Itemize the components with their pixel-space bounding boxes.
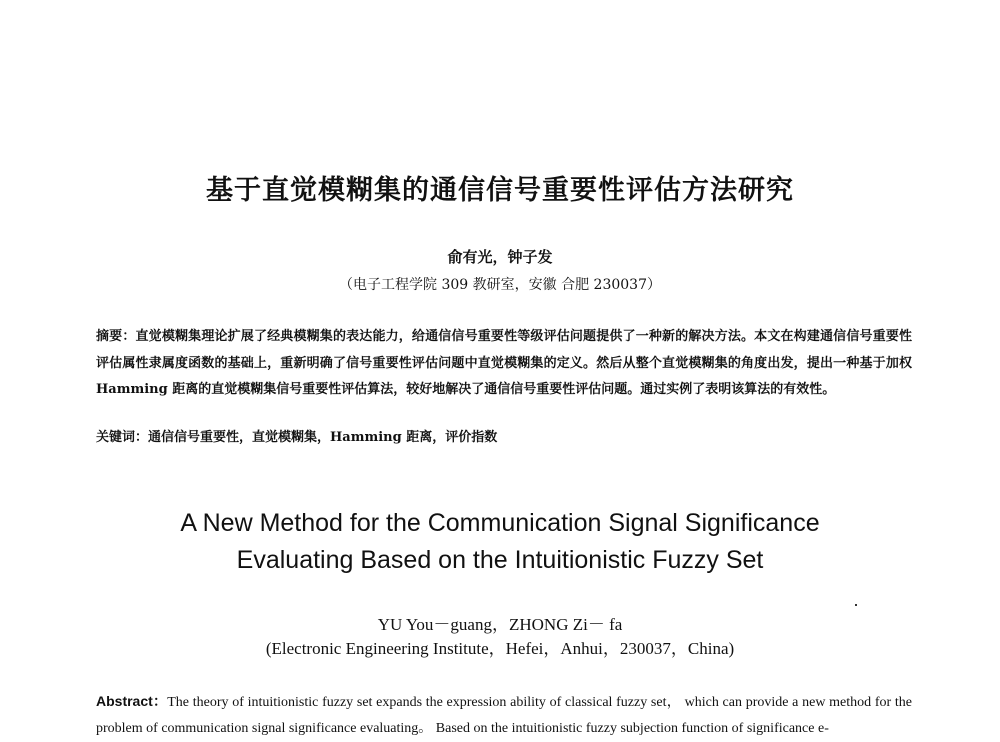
chinese-title: 基于直觉模糊集的通信信号重要性评估方法研究 [206,175,794,206]
chinese-affiliation: （电子工程学院 309 教研室，安徽 合肥 230037） [339,277,661,293]
chinese-abstract-text: 直觉模糊集理论扩展了经典模糊集的表达能力，给通信信号重要性等级评估问题提供了一种新的解决方法。本文在构建通信信号重要性评估属性隶属度函数的基础上，重新明确了信号重要性评估问题中直觉模糊集的定义。然后从整个直觉模糊集的角度出发，提出一种基于加权 Hamming 距离的直觉模糊集信号重要性评估算法，较好地解决了通信信号重要性评估问题。通过实例了表明该算法的有效性。 [96,329,912,397]
english-abstract-text: The theory of intuitionistic fuzzy set expands the expression ability of classical fuzzy set， which can provide a new method for the problem of communication signal significance evaluating。 Based on the intuitionistic fuzzy subjection function of significance e- [96,695,912,736]
chinese-abstract-label: 摘要： [96,329,136,344]
chinese-keywords [96,426,912,445]
english-title [0,505,1000,579]
stray-dot [855,604,857,606]
chinese-authors: 俞有光，钟子发 [447,248,553,266]
chinese-keywords-text: 通信信号重要性，直觉模糊集，Hamming 距离，评价指数 [148,430,498,445]
english-authors: YU You－guang，ZHONG Zi－ fa [377,615,623,634]
english-abstract-label: Abstract： [96,693,168,709]
chinese-keywords-label: 关键词： [96,430,149,445]
english-affiliation: (Electronic Engineering Institute，Hefei，Anhui，230037，China) [265,639,735,658]
chinese-abstract [96,324,912,404]
english-title-line-2: Evaluating Based on the Intuitionistic Fuzzy Set [236,546,764,574]
english-title-line-1: A New Method for the Communication Signal Significance [180,509,820,537]
english-abstract [96,688,912,742]
